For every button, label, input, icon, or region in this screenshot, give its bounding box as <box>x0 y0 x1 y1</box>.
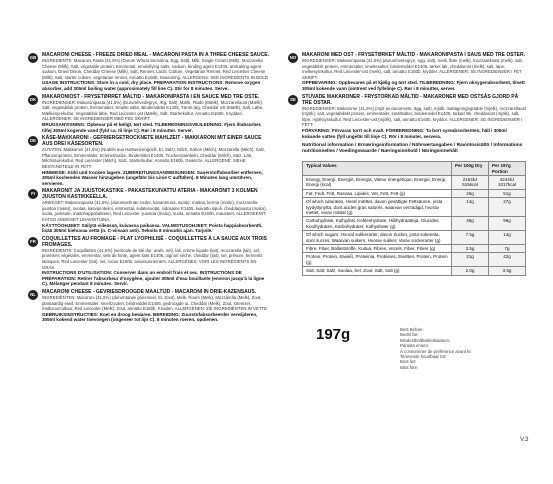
value-per-100g: 3.5g <box>452 245 489 253</box>
nutrient-label: Of which saturates, Heraf mættet, davon gesättigte Fettsäuren, josta tyydyttynyttä, dont acides gras saturés, waarvan verzadigd, hvorav mettet, varav mättat (g) <box>303 198 452 217</box>
value-per-100g: 48g <box>452 217 489 231</box>
section-usage: OPPBEVARING: Oppbevares på et kjølig og tørt sted. TILBEREDNING: Fjern oksygenabsorbent, tilsett 305ml kokende vann (omtrent ved fyllelinje C). Rør i 8 minutter, server. <box>302 80 525 91</box>
language-badge-dk: DK <box>28 95 38 105</box>
table-row <box>303 245 526 253</box>
section-usage: HINWEISE: Kühl und trocken lagern. ZUBEREITUNGSANWEISUNGEN: Sauerstoffabsorber entfernen, 305ml kochendes Wasser hinzugeben (ungefähr bis Linie C auffüllen). 8 Minuten lang umrühren, servieren. <box>42 169 263 186</box>
nutrition-table <box>302 161 526 276</box>
section-dk <box>28 94 270 134</box>
section-title: MACARONI CHEESE - GEVRIESDROOGDE MAALTIJD - MACARONI IN DRIE-KAZENSAUS. <box>42 289 257 295</box>
nutrition-header-row <box>303 162 526 176</box>
value-per-100g: 14g <box>452 198 489 217</box>
language-badge-gb: GB <box>28 53 38 63</box>
section-usage: KÄYTTÖOHJEET: Säilytä viileässä, kuivassa paikassa. VALMISTUSOHJEET: Poista happiabsorbentti, lisää 305ml kiehuvaa vettä (n. C-viivaan asti). Sekoita 8 minuutin ajan. Tarjoile. <box>42 222 263 234</box>
section-de <box>28 135 270 186</box>
value-per-100g: 2154kJ 515kcal <box>452 175 489 189</box>
value-per-portion: 14g <box>489 231 526 245</box>
section-no <box>288 52 526 92</box>
header-per-100g: Per 100g Dry <box>452 162 489 176</box>
best-before-line: Bäst före: <box>400 364 419 370</box>
section-ingredients: INGREDIËNTEN: Macaroni (41,5%) (durumtarwe griesmeel, Ei, Zout), Melk, Room (Melk), Mozzarella (Melk), Zout, plantaardig eiwit, Emmentaler, smeltzouten, bindmiddel E1405, gedroogde ui, Cheddar (Melk), Zout, stremsel, melkzuurcultuur, Red Leicester (Melk), Zout, annatto E160b, Kruiden. ALLERGENEN: ZIE INGREDIËNTEN IN VETTE. <box>42 295 269 312</box>
section-ingredients: INGRÉDIENTS: Coquillettes (41,5%) (semoule de blé dur, œufs, sel), lait, crème liquide (lait), mozzarella (lait), sel, protéines végétales, emmental, sels de fonte, agent liant E1405, oignon séché, cheddar (lait), sel, présure, ferments lactiques, Red Leicester (lait), sel, rocou E160b, assaisonnement. ALLERGÈNES: VOIR LES INGRÉDIENTS EN GRAS. <box>42 247 263 270</box>
value-per-100g: 21g <box>452 253 489 267</box>
section-ingredients: AINEKSET: Makaronipasta (41,5%) (durumvehnän rouhe, kananmuna, suola), maitoa, kerma (maito), mozzarella-juustoa (maito), suolaa, kasviproteiini, emmental, sulatesuolat, sidosaine E1405, kuivattu sipuli, cheddarjuusto (maito), suola, juoksute, maitohappobakteeri, Red Leicester -juustoa (maito), suola, annatto E160b, mausteet. ALLERGEENIT: KATSO AINEKSET LIHAVOITUINA. <box>42 200 267 223</box>
value-per-portion: 3.9g <box>489 267 526 275</box>
best-before-block <box>400 327 472 370</box>
value-per-100g: 7.5g <box>452 231 489 245</box>
section-fi <box>28 188 270 234</box>
section-title: MAKARONI MED OST - FRYSETØRKET MÅLTID - MAKARONIPASTA I SAUS MED TRE OSTER. <box>302 52 525 58</box>
section-title: MAKARONIT JA JUUSTOKASTIKE - PAKASTEKUIVATTU ATERIA - MAKARONIT 3 KOLMEN JUUSTON KASTIKKEELLA. <box>42 188 258 201</box>
best-before-line: Mindesthaltbarkeitsdatum: <box>400 337 451 343</box>
section-usage: USAGE INSTRUCTIONS: Store in a cool, dry place. PREPARATION INSTRUCTIONS: Remove oxygen absorber, add 305ml boiling water (approximately fill line C). Stir for 8 minutes. Serve. <box>42 80 261 91</box>
right-column <box>288 52 526 276</box>
nutrient-label: Energy, Energi, Energie, Energia, Valeur énergétique, Energie, Energi, Energi (kcal) <box>303 175 452 189</box>
nutrient-label: Fat, Fedt, Fett, Rasvaa, Lipides, Vet, Fett, Fett (g) <box>303 189 452 197</box>
section-ingredients: INGREDIENSER: Makaroner (41,5%) (mjöl av durumvete, ägg, salt), mjölk, matlagningsgrädde (mjölk), mozzarellaost (mjölk), salt, vegetabiliskt protein, emmentaler, smältsalter, bindemedel E1405, torkad lök, cheddarost (mjölk), salt, löpe, mjölksyrakultur, Red Leicester-ost (mjölk), salt, annatto E160b, kryddor. ALLERGENER: SE INGREDIENSER I FETT. <box>302 105 526 128</box>
section-nl <box>28 289 270 323</box>
version-label: V.3 <box>520 437 529 443</box>
nutrient-label: Carbohydrate, Kulhydrat, Kohlenhydrate, Hiilihydraatteja, Glucides, Koolhydraten, Karbohydrater, Kolhydrater (g) <box>303 217 452 231</box>
section-title: MAKARONIOST - FRYSETØRRET MÅLTID - MAKARONIPASTA I EN SAUCE MED TRE OSTE. <box>42 93 260 100</box>
section-ingredients: INGREDIENSER: Makaronipasta (41,5%) (durumhvetegryn, egg, salt), melk, fløte (melk), mozzarellaost (melk), salt, vegetabilsk protein, emmentaler, smeltesalter, bindemiddel E1405, tørket løk, cheddarost (melk), salt, løpe, melkesyrekultur, Red Leicester-ost (melk), salt, annatto E160b, krydder. ALLERGENER: SE INGREDIENSER I FET SKRIFT. <box>302 58 523 80</box>
best-before-line: Best før: <box>400 359 417 365</box>
best-before-line: À consommer de préférence avant le: <box>400 348 472 354</box>
section-usage: FÖRVARING: Förvaras torrt och svalt. FÖRBEREDNING: Ta bort syreabsorbenten, häll i 305ml kokande vatten (fyll ungefär till linje C). Rör i 8 minuter, servera. <box>302 127 507 139</box>
section-usage: INSTRUCTIONS D'UTILISATION: Conserver dans un endroit frais et sec. INSTRUCTIONS DE PRÉPARATION: Retirer l'absorbeur d'oxygène, ajouter 305ml d'eau bouillante (environ jusqu'à la ligne C). Mélanger pendant 8 minutes. Servir. <box>42 270 265 287</box>
section-usage: GEBRUIKSINSTRUCTIES: Koel en droog bewaren. BEREIDING: Zuurstofabsorbeerder verwijderen, 305ml kokend water toevoegen (ongeveer tot lijn C). 8 minuten roeren, opdienen. <box>42 311 258 323</box>
table-row <box>303 189 526 197</box>
best-before-line: Tenminste houdbaar tot: <box>400 354 447 360</box>
table-row <box>303 267 526 275</box>
nutrition-heading: Nutritional information / Ernæringsinformation / Nährwertangaben / Ravintosisältö / Informations nutritionnelles / Voedingswaarde / Næringsinnhold / Näringsinnehåll <box>302 143 523 155</box>
language-badge-de: DE <box>28 136 38 146</box>
section-ingredients: INGREDIENSER: Makaronipasta (41,5%) (Durumhvedegryn, Æg, Salt), Mælk, Fløde (Mælk), Mozzarellaost (Mælk), Salt, vegetabilsk protein, Emmentaler, Smelte salte, Bindemiddel E1405, Tørret løg, Cheddar ost (Mælk), Salt, Løbe, Mælkesyrekultur, Vegetabilsk løbe, Red Leicester ost (Mælk), Salt, Starterkultur, Annatto E160b, Krydderi. ALLERGENER: SE INGREDIENSER MED FED SKRIFT. <box>42 99 264 122</box>
value-per-portion: 51g <box>489 189 526 197</box>
left-column <box>28 52 270 325</box>
value-per-portion: 7g <box>489 245 526 253</box>
nutrient-label: Of which sugars, Hvoraf sukkerarter, davon Zucker, josta sokereita, dont sucres, Waarvan suikers, Hvorav sukker, Varav sockerarter (g) <box>303 231 452 245</box>
value-per-portion: 4244kJ 1017kcal <box>489 175 526 189</box>
net-weight: 197g <box>316 326 351 343</box>
language-badge-fi: FI <box>28 189 38 199</box>
section-fr <box>28 236 270 287</box>
nutrient-label: Protein, Protein, Eiweiß, Proteiinia, Protéines, Eiwitten, Protein, Protein (g) <box>303 253 452 267</box>
table-row <box>303 253 526 267</box>
table-row <box>303 217 526 231</box>
section-title: COQUILLETTES AU FROMAGE - PLAT LYOPHILISÉ - COQUILLETTES À LA SAUCE AUX TROIS FROMAGES. <box>42 235 268 248</box>
section-title: STUVADE MAKARONER - FRYSTORKAD MÅLTID - MAKARONER MED OSTSÅS GJORD PÅ TRE OSTAR. <box>302 93 519 106</box>
section-ingredients: ZUTATEN: Makkaroni (41,5%) (Nudeln aus Hartweizengrieß, Ei, Salz), Milch, Sahne (Milch), Mozzarella (Milch), Salz, Pflanzenprotein, Emmentaler, Schmelzsalze, Bindemittel E1405, Trockenzwiebeln, Cheddar (Milch), Salz, Lab, Milchsäurekultur, Red Leicester (Milch), Salz, Starterkultur, Annatto E160b, Gewürze. ALLERGENE: SIEHE BESTANDTEILE IN FETT. <box>42 147 266 169</box>
nutrient-label: Fibre, Fiber, Ballaststoffe, Kuitua, Fibres, Vezels, Fiber, Fibrer (g) <box>303 245 452 253</box>
best-before-line: Bedst før: <box>400 332 419 338</box>
section-title: MACARONI CHEESE - FREEZE DRIED MEAL - MACARONI PASTA IN A THREE CHEESE SAUCE. <box>42 52 269 58</box>
language-badge-se: SE <box>288 95 298 105</box>
section-title: KÄSE-MAKKARONI - GEFRIERGETROCKNETE MAHLZEIT - MAKKARONI MIT EINER SAUCE AUS DREI KÄSESORTEN. <box>42 135 262 148</box>
language-badge-nl: NL <box>28 290 38 300</box>
best-before-line: Parasta ennen: <box>400 343 430 349</box>
value-per-100g: 2.0g <box>452 267 489 275</box>
value-per-portion: 42g <box>489 253 526 267</box>
value-per-portion: 96g <box>489 217 526 231</box>
language-badge-no: NO <box>288 53 298 63</box>
value-per-100g: 26g <box>452 189 489 197</box>
table-row <box>303 231 526 245</box>
nutrient-label: Salt, Salt, Salz, Suolaa, Sel, Zout, Salt, Salt (g) <box>303 267 452 275</box>
header-per-portion: Per 197g Portion <box>489 162 526 176</box>
header-typical-values: Typical Values <box>303 162 452 176</box>
table-row <box>303 175 526 189</box>
section-se <box>288 94 526 140</box>
language-badge-fr: FR <box>28 237 38 247</box>
section-gb <box>28 52 270 92</box>
section-ingredients: INGREDIENTS: Macaroni Pasta (41.5%) (Durum Wheat Semolina, Egg, Salt), Milk, Single Cream (Milk), Mozzarella Cheese (Milk), Salt, vegetable protein, Emmental, emulsifying salts, sodium, binding agent E1405, anticaking agent sodium, Dried Onion, Cheddar Cheese (Milk), Salt, Rennet, Lactic Culture, Vegetarian Rennet, Red Leicester Cheese (Milk), Salt, starter culture, vegetarian rennet, Annatto E160b, Seasoning. ALLERGENS: SEE INGREDIENTS IN BOLD <box>42 58 268 80</box>
best-before-line: Best Before: <box>400 327 424 332</box>
table-row <box>303 198 526 217</box>
value-per-portion: 27g <box>489 198 526 217</box>
section-usage: BRUGSANVISNING: Opbevar på et køligt, tørt sted. TILBEREDNINGSVEJLEDNING: Fjern iltabsorber, tilføj 305ml kogende vand (fyld ca. til linje C). Rør i 8 minutter. Server. <box>42 121 262 133</box>
